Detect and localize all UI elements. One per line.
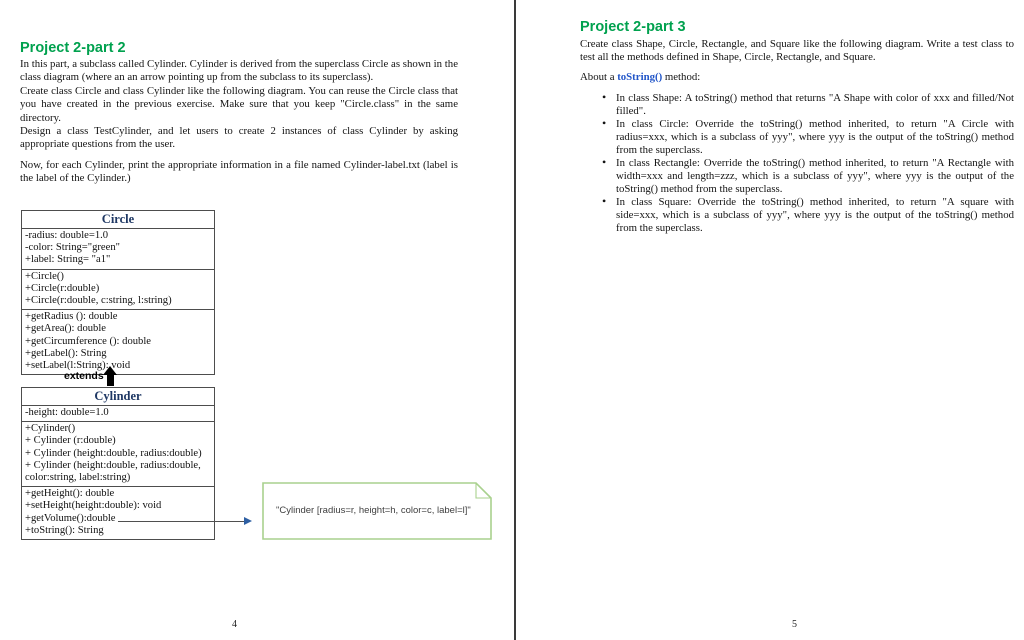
list-item: • In class Shape: A toString() method that returns "A Shape with color of xxx and filled/Not filled".	[600, 92, 1014, 118]
about-suffix: method:	[662, 71, 701, 83]
extends-arrow-head	[103, 366, 117, 375]
list-item: • In class Rectangle: Override the toString() method inherited, to return "A Rectangle with width=xxx and length=zzz, which is a subclass of yyy", where yyy is the output of the toString() method from the superclass.	[600, 157, 1014, 196]
uml-constructor: + Cylinder (height:double, radius:double, color:string, label:string)	[25, 459, 201, 484]
uml-method: +setLabel(l:String): void	[25, 360, 131, 372]
paragraph: Now, for each Cylinder, print the appropriate information in a file named Cylinder-label.txt (label is the label of the Cylinder.)	[20, 158, 458, 185]
uml-method: +getRadius (): double	[25, 311, 118, 323]
left-page-title: Project 2-part 2	[20, 40, 126, 56]
tostring-connector-line	[118, 521, 245, 522]
uml-method: +getArea(): double	[25, 323, 106, 335]
circle-methods-section	[22, 309, 214, 374]
circle-constructors-section	[22, 269, 214, 310]
uml-attribute: +label: String= "a1"	[25, 254, 111, 266]
uml-method: +getLabel(): String	[25, 347, 107, 359]
paragraph: Create class Shape, Circle, Rectangle, and Square like the following diagram. Write a test class to test all the methods defined in Shape, Circle, Rectangle, and Square.	[580, 38, 1014, 64]
uml-class-title: Circle	[101, 212, 135, 226]
about-tostring-line	[580, 71, 700, 83]
left-page-body	[20, 58, 458, 186]
left-page-number: 4	[232, 619, 237, 630]
about-prefix: About a	[580, 71, 618, 83]
paragraph: Create class Circle and class Cylinder like the following diagram. You can reuse the Circle class that you have created in the previous exercise. Make sure that you keep "Circle.class" in the same directory.	[20, 84, 458, 124]
right-page-title: Project 2-part 3	[580, 19, 686, 35]
extends-label: extends	[64, 370, 104, 382]
tostring-highlight: toString()	[617, 71, 663, 83]
cylinder-constructors-section	[22, 421, 214, 486]
uml-attribute: -height: double=1.0	[25, 407, 109, 418]
uml-class-title: Cylinder	[94, 389, 142, 403]
uml-method: +getHeight(): double	[25, 488, 115, 500]
cylinder-attributes-section	[22, 405, 214, 421]
uml-class-circle	[21, 210, 215, 375]
uml-constructor: +Circle(r:double)	[25, 282, 100, 294]
uml-constructor: +Circle(r:double, c:string, l:string)	[25, 295, 172, 307]
tostring-spec-list	[600, 92, 1014, 235]
uml-attribute: -radius: double=1.0	[25, 230, 109, 241]
uml-method: +toString(): String	[25, 524, 104, 536]
uml-attribute: -color: String="green"	[25, 242, 120, 254]
callout-note-shape	[262, 482, 492, 545]
tostring-connector-arrowhead-icon	[244, 517, 252, 525]
circle-attributes-section	[22, 228, 214, 269]
uml-constructor: +Circle()	[25, 270, 64, 282]
page-divider	[514, 0, 516, 640]
uml-class-cylinder	[21, 387, 215, 540]
callout-text: "Cylinder [radius=r, height=h, color=c, label=l]"	[276, 505, 471, 516]
uml-constructor: + Cylinder (r:double)	[25, 435, 116, 447]
right-page-number: 5	[792, 619, 797, 630]
extends-arrow-shaft	[107, 375, 114, 386]
uml-method: +getCircumference (): double	[25, 335, 151, 347]
right-page-intro	[580, 38, 1014, 65]
list-item: • In class Square: Override the toString() method inherited, to return "A square with side=xxx, which is a subclass of yyy", where yyy is the output of the toString() method from the superclass.	[600, 196, 1014, 235]
uml-method: +setHeight(height:double): void	[25, 500, 162, 512]
paragraph: In this part, a subclass called Cylinder. Cylinder is derived from the superclass Circle as shown in the class diagram (where an an arrow pointing up from the subclass to its superclass).	[20, 58, 458, 84]
cylinder-methods-section	[22, 486, 214, 539]
uml-constructor: + Cylinder (height:double, radius:double)	[25, 447, 202, 459]
uml-method: +getVolume():double	[25, 512, 116, 524]
list-item: • In class Circle: Override the toString() method inherited, to return "A Circle with radius=xxx, which is a subclass of yyy", where yyy is the output of the toString() method from the superclass.	[600, 118, 1014, 157]
paragraph: Design a class TestCylinder, and let users to create 2 instances of class Cylinder by asking appropriate questions from the user.	[20, 125, 458, 151]
extends-arrow-icon	[103, 366, 117, 386]
uml-constructor: +Cylinder()	[25, 423, 76, 435]
